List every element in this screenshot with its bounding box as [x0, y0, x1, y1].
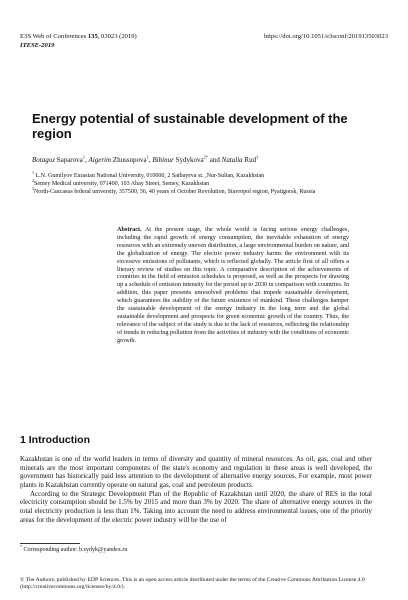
- author-affil-mark: 1: [82, 154, 85, 160]
- journal-citation: E3S Web of Conferences 135, 03023 (2019): [20, 33, 137, 40]
- affiliation-list: [32, 172, 382, 196]
- author-affil-mark: 1: [146, 154, 149, 160]
- paper-title: Energy potential of sustainable development of the region: [32, 111, 348, 141]
- body-text: [20, 455, 372, 524]
- affiliation-item: $^1$ L.N. Gumilyov Eurasian National University, 010000, 2 Satbayeva st. ,Nur-Sultan, Kazakhstan: [32, 170, 265, 179]
- affiliation-item: $^3$North-Caucasus federal university, 357500, 56, 40 years of October Revolution, Stavropol region, Pyatigorsk, Russia: [32, 186, 316, 195]
- author-family-name: Saparova: [56, 156, 83, 164]
- author-given-name: Natalia: [221, 156, 243, 164]
- corresponding-author: Corresponding author: b.sydyk@yandex.ru: [22, 547, 128, 553]
- conference-name: ITESE-2019: [20, 42, 55, 49]
- footnote-divider: [20, 543, 80, 544]
- section-heading-introduction: 1 Introduction: [20, 434, 90, 446]
- author-given-name: Botagoz: [32, 156, 55, 164]
- author-family-name: Rud: [244, 156, 257, 164]
- journal-volume: 135: [87, 33, 98, 40]
- abstract: [117, 226, 349, 345]
- affiliation-item: $^2$Semey Medical university, 071400, 103 Abay Street, Semey, Kazakhstan: [32, 178, 210, 187]
- doi-link[interactable]: https://doi.org/10.1051/e3sconf/201913503023: [263, 33, 388, 40]
- body-paragraph: According to the Strategic Development Plan of the Republic of Kazakhstan until 2020, the share of RES in the total electricity consumption should be 1.5% by 2015 and more than 3% by 2020. The share of alternative energy sources in the total electricity production is less than 1%. Taking into account the need to address environmental issues, one of the priority areas for the development of the electric power industry will be the use of: [20, 489, 372, 524]
- author-affil-mark: 3: [256, 154, 259, 160]
- abstract-text: At the present stage, the whole world is facing serious energy challenges, including the rapid growth of energy consumption, the inevitable exhaustion of energy resources with an extremely uneven distribution, a large environmental burden on nature, and the globalization of energy. The electric power industry harms the environment with its excessive emissions of pollutants, which is reflected globally. The article first of all offers a literary review of studies on this topic. A comparative description of the achievements of countries in the field of emission schedules is proposed, as well as the prospects for drawing up a schedule of emission intensity for the period up to 2030 in comparison with countries. In addition, this paper presents unresolved problems that impede sustainable development, which guarantees the stability of the future existence of mankind. These challenges hamper the sustainable development of the energy industry in the long term and the global sustainable development and prospects for green economic growth of the country. Thus, the relevance of the subject of the study is due to the lack of resources, reflecting the relationship of trends in reducing pollution from the activities of industry with the conditions of economic growth.: [117, 226, 349, 344]
- author-given-name: Aigerim: [88, 156, 112, 164]
- author-family-name: Zhussupova: [112, 156, 147, 164]
- author-affil-mark: 2*: [203, 154, 209, 160]
- license-notice: © The Authors, published by EDP Sciences. This is an open access article distributed under the terms of the Creative Commons Attribution License 4.0 (http://creativecommons.org/licenses/by/4.0/).: [20, 577, 365, 590]
- author-list: Botagoz Saparova$^1$, Aigerim Zhussupova$^1$, Bibinur Sydykova$^{2*}$ and Natalia Rud$^3$: [32, 154, 259, 164]
- abstract-label: Abstract.: [117, 226, 142, 233]
- header-left: [20, 32, 137, 50]
- body-paragraph: Kazakhstan is one of the world leaders in terms of diversity and quantity of mineral resources. As oil, gas, coal and other minerals are the most important components of the state's economy and regulation in these areas is well developed, the government has historically paid less attention to the development of alternative energy sources. For example, most power plants in Kazakhstan currently operate on natural gas, coal and petroleum products.: [20, 455, 372, 489]
- footnote: * Corresponding author: b.sydyk@yandex.ru: [20, 544, 128, 553]
- author-family-name: Sydykova: [175, 156, 204, 164]
- author-given-name: Bibinur: [152, 156, 174, 164]
